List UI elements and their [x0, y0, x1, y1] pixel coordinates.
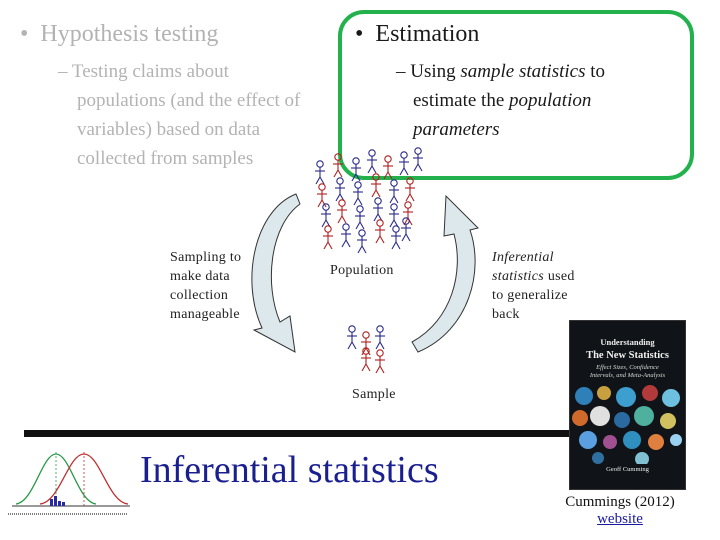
- distribution-thumbnail: [4, 444, 132, 522]
- book-subtitle-line-2: Intervals, and Meta-Analysis: [589, 372, 666, 379]
- population-person-icon: [353, 182, 363, 205]
- population-person-icon: [335, 178, 345, 201]
- population-person-icon: [315, 161, 325, 184]
- inferential-line-2: [492, 267, 602, 286]
- bullet-dot: •: [20, 21, 41, 47]
- inferential-statistics-title: Inferential statistics: [140, 449, 439, 491]
- citation: [550, 494, 690, 528]
- used-text: used: [544, 269, 575, 284]
- population-person-icon: [399, 152, 409, 175]
- inferential-label: [492, 248, 602, 324]
- hypothesis-line-4: collected from samples: [77, 148, 254, 169]
- population-person-icon: [351, 158, 361, 181]
- population-person-icon: [405, 178, 415, 201]
- hypothesis-line-3: variables) based on data: [77, 119, 261, 140]
- population-person-icon: [375, 220, 385, 243]
- sample-figures: [347, 326, 385, 373]
- book-title-line-2: The New Statistics: [586, 350, 669, 361]
- parameters-term: parameters: [413, 119, 500, 140]
- sampling-label-line-1: Sampling to: [170, 250, 242, 265]
- sample-person-icon: [375, 326, 385, 349]
- hypothesis-line-2: populations (and the effect of: [77, 90, 301, 111]
- estimation-line-2-text: estimate the: [413, 90, 510, 111]
- estimation-to: to: [585, 61, 606, 82]
- bullet-dot: •: [355, 21, 376, 47]
- sample-person-icon: [347, 326, 357, 349]
- estimation-dash: – Using: [396, 61, 461, 82]
- book-cover-artwork: [570, 384, 685, 464]
- sampling-label-line-3: collection: [170, 288, 229, 303]
- book-author: Geoff Cumming: [606, 466, 649, 473]
- sampling-label: [170, 248, 260, 324]
- website-link[interactable]: website: [597, 511, 643, 527]
- book-title-line-1: Understanding: [600, 337, 655, 347]
- population-person-icon: [383, 156, 393, 179]
- sampling-label-line-4: manageable: [170, 307, 240, 322]
- population-person-icon: [341, 224, 351, 247]
- population-person-icon: [389, 180, 399, 203]
- hypothesis-line-1-text: Testing claims about: [71, 61, 229, 82]
- inference-arrow: [412, 196, 478, 352]
- population-person-icon: [367, 150, 377, 173]
- population-person-icon: [373, 198, 383, 221]
- sample-person-icon: [361, 348, 371, 371]
- population-person-icon: [391, 226, 401, 249]
- inferential-line-4: back: [492, 307, 520, 322]
- hypothesis-testing-label: Hypothesis testing: [40, 21, 219, 47]
- estimation-label: Estimation: [375, 21, 480, 47]
- population-figures: [315, 148, 423, 253]
- book-cover: [569, 320, 686, 490]
- population-person-icon: [337, 200, 347, 223]
- inferential-line-3: to generalize: [492, 288, 568, 303]
- population-person-icon: [333, 154, 343, 177]
- citation-text: Cummings (2012): [565, 494, 675, 510]
- statistics-term: statistics: [492, 269, 545, 284]
- population-person-icon: [357, 230, 367, 253]
- population-term: population: [509, 90, 592, 111]
- inferential-line-1-text: Inferential: [492, 250, 554, 265]
- population-person-icon: [403, 202, 413, 225]
- population-person-icon: [371, 174, 381, 197]
- hypothesis-line-1: – Testing claims about: [58, 61, 229, 82]
- sample-label: Sample: [352, 387, 396, 402]
- population-person-icon: [355, 206, 365, 229]
- sample-person-icon: [375, 350, 385, 373]
- population-person-icon: [413, 148, 423, 171]
- divider-rule: [24, 430, 584, 437]
- population-label: Population: [330, 263, 394, 278]
- sample-statistics-term: sample statistics: [460, 61, 586, 82]
- population-person-icon: [389, 204, 399, 227]
- inferential-line-1: [492, 248, 602, 267]
- population-person-icon: [321, 204, 331, 227]
- book-subtitle-line-1: Effect Sizes, Confidence: [596, 364, 659, 371]
- sampling-label-line-2: make data: [170, 269, 230, 284]
- population-person-icon: [323, 226, 333, 249]
